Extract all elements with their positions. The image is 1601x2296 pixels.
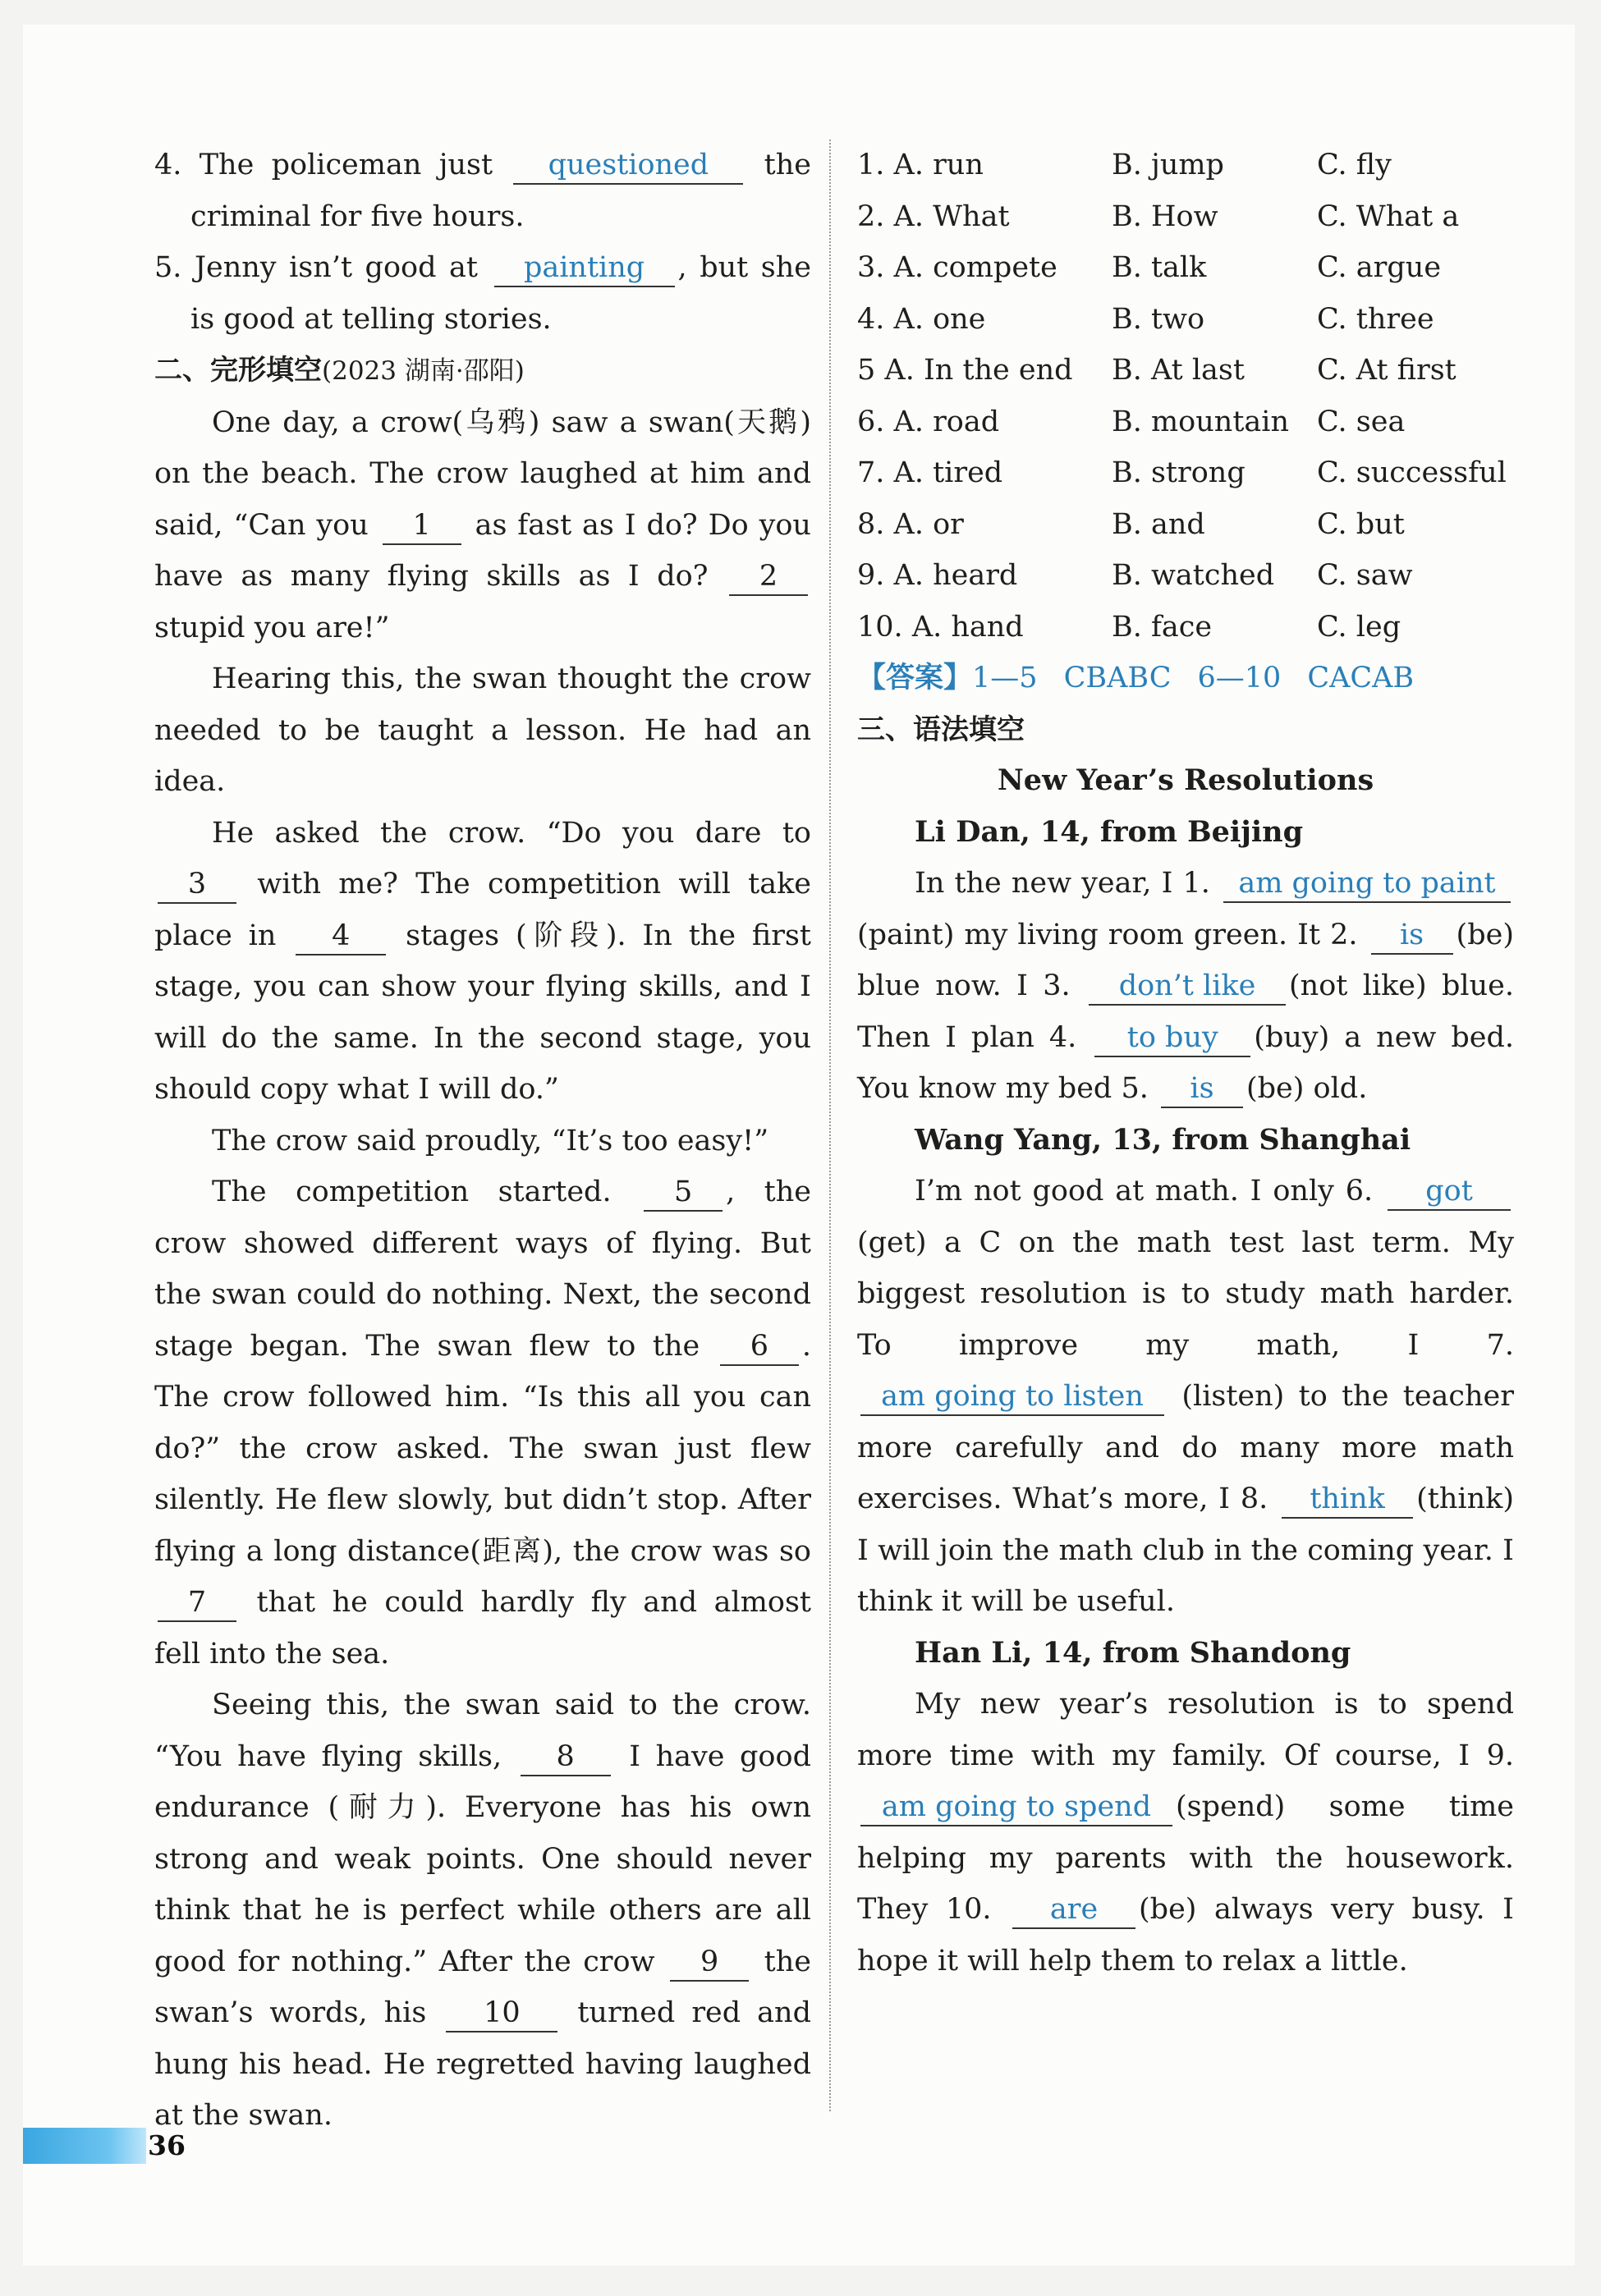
answer-blank-5[interactable]: painting <box>494 250 675 287</box>
option-b[interactable]: B. and <box>1112 507 1205 541</box>
cloze-paragraph-5: The competition started. 5 , the crow showed different ways of flying. But the swan could do nothing. Next, the second stage began. The swan flew to the 6 . The crow followed him. “Is this all you can do?” the crow asked. The swan just flew silently. He flew slowly, but didn’t stop. After flying a long distance(距离), the crow was so 7 that he could hardly fly and almost fell into the sea. <box>154 1175 811 1670</box>
option-c[interactable]: C. leg <box>1317 610 1401 644</box>
option-b[interactable]: B. face <box>1112 610 1213 644</box>
question-4: 4. The policeman just questioned the criminal for five hours. <box>154 149 811 233</box>
page-footer-band <box>23 2128 146 2164</box>
grammar-blank-6[interactable]: got <box>1388 1173 1511 1211</box>
cloze-paragraph-3: He asked the crow. “Do you dare to 3 with me? The competition will take place in 4 stages (阶段). In the first stage, you can show your flying skills, and I will do the same. In the second stage, you should copy what I will do.” <box>154 816 811 1106</box>
option-a[interactable]: 9. A. heard <box>857 559 1018 592</box>
option-a[interactable]: 4. A. one <box>857 302 986 336</box>
cloze-blank-4[interactable]: 4 <box>296 918 386 956</box>
option-row <box>857 550 1514 602</box>
page-number: 36 <box>148 2129 186 2161</box>
passage-title: New Year’s Resolutions <box>997 763 1374 797</box>
cloze-blank-3[interactable]: 3 <box>158 866 236 904</box>
option-c[interactable]: C. argue <box>1317 251 1442 284</box>
cloze-blank-7[interactable]: 7 <box>158 1584 236 1622</box>
section-3-title: 三、语法填空 <box>857 713 1025 746</box>
worksheet-page <box>23 25 1575 2266</box>
option-a[interactable]: 2. A. What <box>857 199 1010 233</box>
cloze-paragraph-1: One day, a crow(乌鸦) saw a swan(天鹅) on the beach. The crow laughed at him and said, “Can you 1 as fast as I do? Do you have as many flying skills as I do? 2 stupid you are!” <box>154 406 811 644</box>
option-c[interactable]: C. sea <box>1317 405 1406 438</box>
option-b[interactable]: B. strong <box>1112 456 1245 489</box>
option-a[interactable]: 8. A. or <box>857 507 964 541</box>
answer-blank-4[interactable]: questioned <box>513 147 743 185</box>
cloze-options-table <box>857 140 1514 653</box>
cloze-paragraph-2: Hearing this, the swan thought the crow needed to be taught a lesson. He had an idea. <box>154 662 811 798</box>
option-row <box>857 447 1514 499</box>
speaker-li-dan: Li Dan, 14, from Beijing <box>915 814 1304 849</box>
cloze-blank-2[interactable]: 2 <box>729 558 808 596</box>
left-column <box>154 140 811 2142</box>
option-c[interactable]: C. At first <box>1317 354 1456 387</box>
option-row <box>857 499 1514 551</box>
option-row <box>857 345 1514 396</box>
option-c[interactable]: C. but <box>1317 507 1405 541</box>
grammar-blank-8[interactable]: think <box>1282 1481 1413 1519</box>
option-a[interactable]: 5 A. In the end <box>857 354 1073 387</box>
option-a[interactable]: 7. A. tired <box>857 456 1003 489</box>
answer-key: 【答案】1—5 CBABC 6—10 CACAB <box>857 662 1415 694</box>
option-row <box>857 242 1514 294</box>
grammar-paragraph-2: I’m not good at math. I only 6. got (get) a C on the math test last term. My biggest resolution is to study math harder. To improve my math, I 7. am going to listen (listen) to the teacher more carefully and do many more math exercises. What’s more, I 8. think (think) I will join the math club in the coming year. I think it will be useful. <box>857 1175 1514 1618</box>
option-row <box>857 396 1514 448</box>
cloze-blank-10[interactable]: 10 <box>446 1995 557 2032</box>
option-c[interactable]: C. saw <box>1317 559 1413 592</box>
grammar-blank-1[interactable]: am going to paint <box>1223 865 1511 903</box>
option-c[interactable]: C. successful <box>1317 456 1507 489</box>
cloze-paragraph-4: The crow said proudly, “It’s too easy!” <box>212 1124 769 1157</box>
cloze-blank-1[interactable]: 1 <box>383 507 461 545</box>
speaker-wang-yang: Wang Yang, 13, from Shanghai <box>915 1122 1411 1157</box>
cloze-paragraph-6: Seeing this, the swan said to the crow. “You have flying skills, 8 I have good endurance (耐力). Everyone has his own strong and weak points. One should never think that he is perfect while others are all good for nothing.” After the crow 9 the swan’s words, his 10 turned red and hung his head. He regretted having laughed at the swan. <box>154 1689 811 2132</box>
grammar-blank-3[interactable]: don’t like <box>1089 968 1286 1006</box>
grammar-paragraph-3: My new year’s resolution is to spend more time with my family. Of course, I 9. am going to spend (spend) some time helping my parents with the housework. They 10. are (be) always very busy. I hope it will help them to relax a little. <box>857 1688 1514 1977</box>
grammar-paragraph-1: In the new year, I 1. am going to paint (paint) my living room green. It 2. is (be) blue now. I 3. don’t like (not like) blue. Then I plan 4. to buy (buy) a new bed. You know my bed 5. is (be) old. <box>857 858 1514 1115</box>
grammar-blank-10[interactable]: are <box>1012 1891 1135 1929</box>
option-row <box>857 140 1514 191</box>
grammar-blank-2[interactable]: is <box>1371 917 1453 955</box>
option-b[interactable]: B. How <box>1112 199 1218 233</box>
option-row <box>857 602 1514 653</box>
option-b[interactable]: B. At last <box>1112 354 1245 387</box>
option-a[interactable]: 3. A. compete <box>857 251 1057 284</box>
option-a[interactable]: 6. A. road <box>857 405 1000 438</box>
grammar-blank-9[interactable]: am going to spend <box>860 1789 1172 1826</box>
right-column <box>857 140 1514 1987</box>
section-2-title: 二、完形填空(2023 湖南·邵阳) <box>154 354 525 387</box>
cloze-blank-9[interactable]: 9 <box>670 1944 749 1982</box>
option-c[interactable]: C. What a <box>1317 199 1460 233</box>
speaker-han-li: Han Li, 14, from Shandong <box>915 1635 1351 1670</box>
question-5: 5. Jenny isn’t good at painting , but she is good at telling stories. <box>154 251 811 336</box>
option-b[interactable]: B. two <box>1112 302 1205 336</box>
option-a[interactable]: 10. A. hand <box>857 610 1024 644</box>
option-b[interactable]: B. mountain <box>1112 405 1289 438</box>
option-c[interactable]: C. three <box>1317 302 1434 336</box>
cloze-blank-6[interactable]: 6 <box>720 1328 799 1366</box>
option-b[interactable]: B. watched <box>1112 559 1275 592</box>
cloze-blank-5[interactable]: 5 <box>644 1174 723 1212</box>
option-b[interactable]: B. jump <box>1112 149 1224 181</box>
option-c[interactable]: C. fly <box>1317 149 1392 181</box>
option-b[interactable]: B. talk <box>1112 251 1207 284</box>
option-row <box>857 294 1514 346</box>
grammar-blank-4[interactable]: to buy <box>1094 1020 1250 1057</box>
column-divider <box>829 140 831 2111</box>
grammar-blank-5[interactable]: is <box>1161 1070 1243 1108</box>
grammar-blank-7[interactable]: am going to listen <box>860 1378 1164 1416</box>
option-a[interactable]: 1. A. run <box>857 149 984 181</box>
option-row <box>857 191 1514 243</box>
cloze-blank-8[interactable]: 8 <box>521 1739 611 1776</box>
